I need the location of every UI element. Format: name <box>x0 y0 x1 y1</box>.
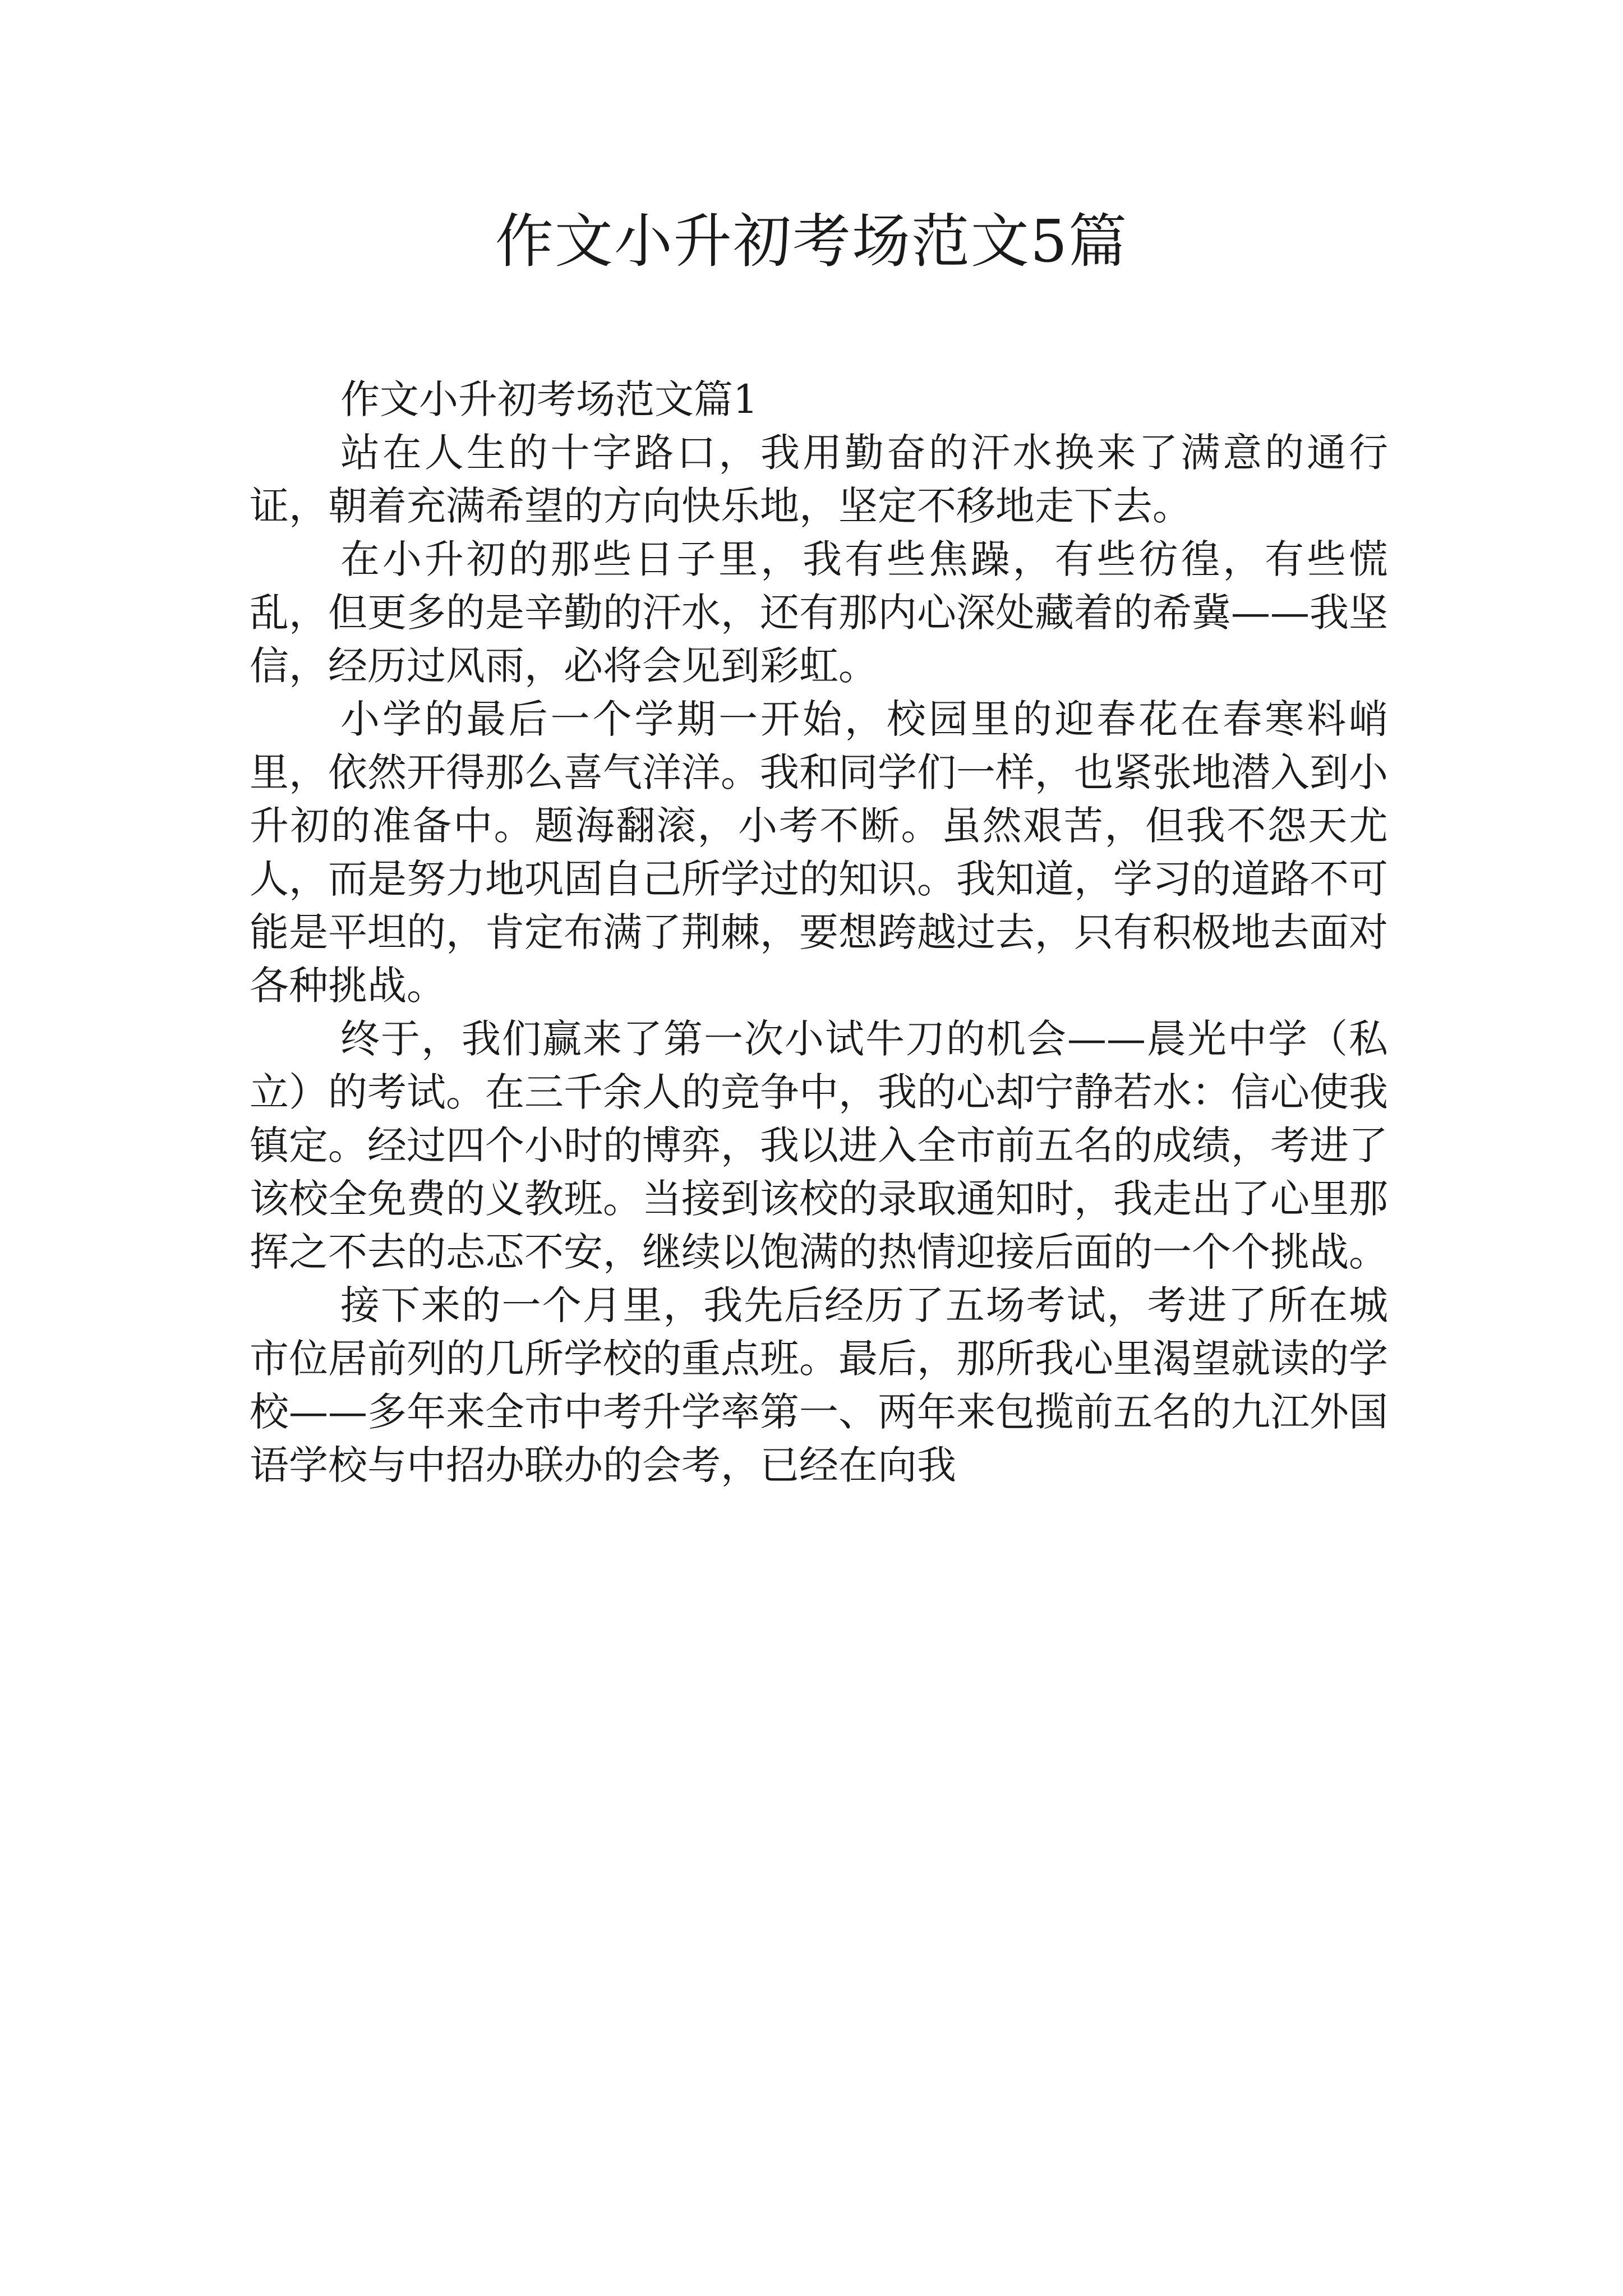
paragraph-4: 终于，我们赢来了第一次小试牛刀的机会——晨光中学（私立）的考试。在三千余人的竞争中，我的心却宁静若水：信心使我镇定。经过四个小时的博弈，我以进入全市前五名的成绩，考进了该校全免费的义教班。当接到该校的录取通知时，我走出了心里那挥之不去的忐忑不安，继续以饱满的热情迎接后面的一个个挑战。 <box>250 1016 1388 1275</box>
document-title: 作文小升初考场范文5篇 <box>495 207 1128 275</box>
paragraph-3: 小学的最后一个学期一开始，校园里的迎春花在春寒料峭里，依然开得那么喜气洋洋。我和同学们一样，也紧张地潜入到小升初的准备中。题海翻滚，小考不断。虽然艰苦，但我不怨天尤人，而是努力地巩固自己所学过的知识。我知道，学习的道路不可能是平坦的，肯定布满了荆棘，要想跨越过去，只有积极地去面对各种挑战。 <box>250 696 1388 1009</box>
paragraph-5: 接下来的一个月里，我先后经历了五场考试，考进了所在城市位居前列的几所学校的重点班。最后，那所我心里渴望就读的学校——多年来全市中考升学率第一、两年来包揽前五名的九江外国语学校与中招办联办的会考，已经在向我 <box>250 1282 1388 1488</box>
paragraph-2: 在小升初的那些日子里，我有些焦躁，有些彷徨，有些慌乱，但更多的是辛勤的汗水，还有那内心深处藏着的希冀——我坚信，经历过风雨，必将会见到彩虹。 <box>250 536 1388 689</box>
document-body <box>250 373 1388 1492</box>
section-heading: 作文小升初考场范文篇1 <box>340 376 758 422</box>
paragraph-1: 站在人生的十字路口，我用勤奋的汗水换来了满意的通行证，朝着充满希望的方向快乐地，坚定不移地走下去。 <box>250 430 1388 529</box>
